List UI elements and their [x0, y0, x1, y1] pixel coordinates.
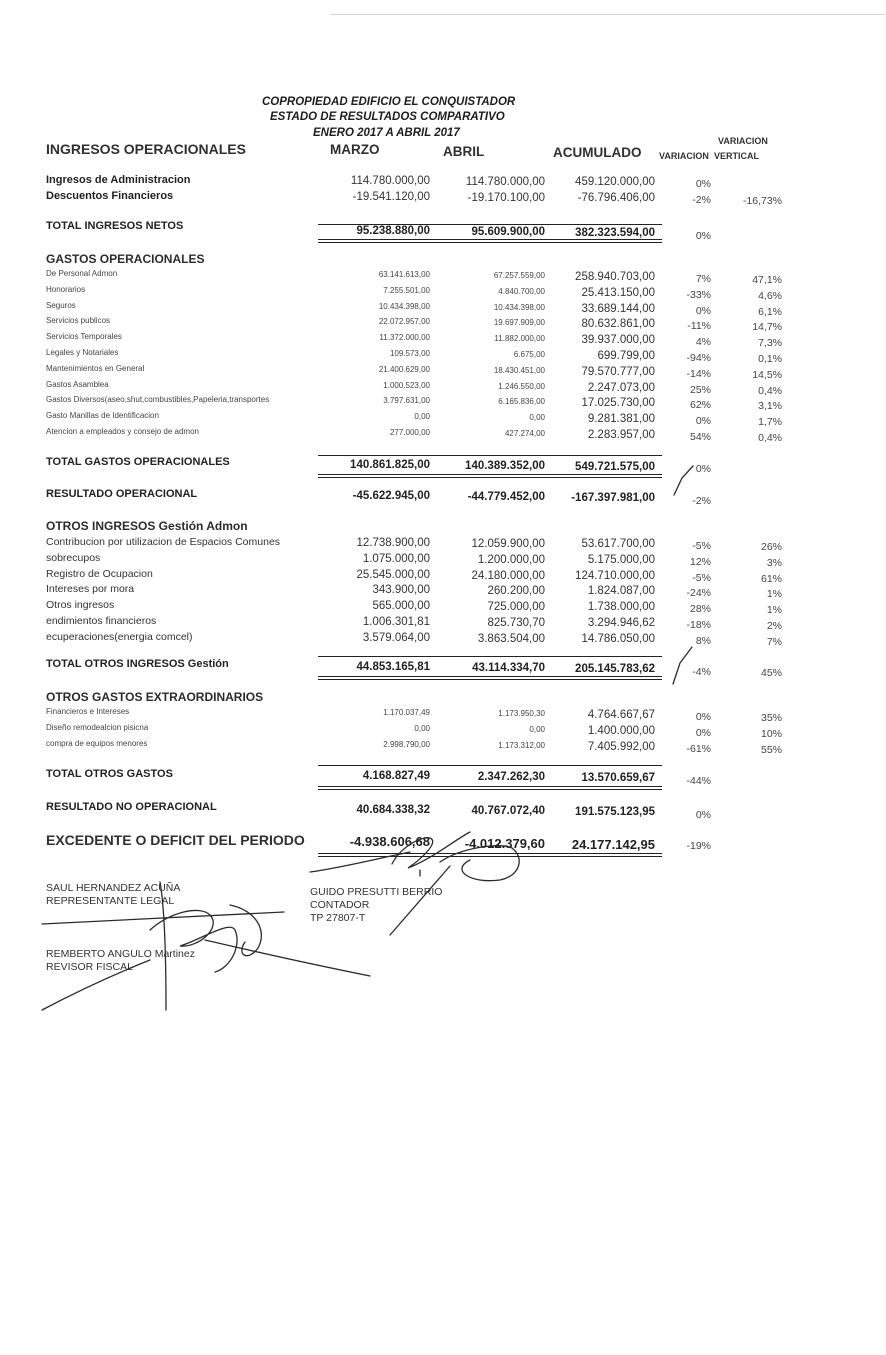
- ingreso-row-label: Ingresos de Administracion: [46, 174, 191, 186]
- otro-ingreso-row-vertical: 3%: [766, 556, 782, 569]
- gasto-row-label: Servicios publicos: [46, 316, 111, 326]
- total-otros-ingresos-variacion: -4%: [692, 666, 711, 678]
- total-gastos-marzo: 140.861.825,00: [350, 459, 430, 471]
- otro-ingreso-row-acumulado: 53.617.700,00: [581, 538, 655, 550]
- gasto-row-vertical: 47,1%: [752, 274, 782, 286]
- column-acumulado: ACUMULADO: [553, 145, 642, 160]
- gasto-row-abril: 10.434.398,00: [493, 302, 545, 312]
- column-variacion-vertical-bottom: VERTICAL: [714, 151, 759, 161]
- excedente-variacion: -19%: [686, 840, 711, 852]
- otro-ingreso-row-marzo: 343.900,00: [372, 584, 430, 597]
- otro-gasto-row-label: Diseño remodealcion pisicna: [46, 723, 149, 732]
- otro-gasto-row-abril: 1.173.950,30: [498, 709, 545, 718]
- double-rule-otros-ingresos: [318, 676, 662, 680]
- gasto-row-marzo: 0,00: [414, 412, 430, 422]
- ingreso-row-abril: 114.780.000,00: [465, 176, 545, 188]
- gasto-row-acumulado: 17.025.730,00: [581, 397, 655, 410]
- gasto-row-vertical: 1,7%: [758, 416, 782, 429]
- otro-ingreso-row-label: endimientos financieros: [46, 615, 157, 627]
- gasto-row-variacion: -11%: [687, 320, 711, 333]
- gasto-row-variacion: -33%: [686, 288, 711, 301]
- contador-signature-tail: [390, 866, 450, 935]
- total-otros-gastos-acumulado: 13.570.659,67: [581, 772, 655, 784]
- otro-ingreso-row-marzo: 1.075.000,00: [362, 552, 430, 565]
- excedente-label: EXCEDENTE O DEFICIT DEL PERIODO: [46, 832, 305, 848]
- resultado-operacional-abril: -44.779.452,00: [467, 491, 545, 503]
- ingreso-row-variacion: 0%: [695, 178, 711, 190]
- gasto-row-vertical: 0,4%: [758, 384, 782, 397]
- otro-gasto-row-vertical: 10%: [760, 728, 782, 740]
- report-period: ENERO 2017 A ABRIL 2017: [313, 127, 460, 139]
- gasto-row-label: Seguros: [46, 300, 76, 310]
- double-rule-ingresos: [318, 239, 662, 243]
- otro-gasto-row-vertical: 35%: [760, 712, 782, 724]
- gasto-row-marzo: 277.000,00: [389, 428, 430, 437]
- gasto-row-abril: 6.675,00: [513, 350, 545, 359]
- rule-otros-ingresos: [318, 656, 662, 657]
- otro-ingreso-row-vertical: 61%: [760, 572, 782, 585]
- resultado-no-operacional-label: RESULTADO NO OPERACIONAL: [46, 801, 217, 813]
- scan-edge-line: [330, 14, 886, 15]
- otro-ingreso-row-acumulado: 124.710.000,00: [575, 569, 655, 582]
- gasto-row-label: De Personal Admon: [46, 269, 118, 278]
- excedente-marzo: -4.938.606,68: [349, 834, 430, 849]
- ingreso-row-variacion: -2%: [692, 194, 711, 206]
- otro-ingreso-row-vertical: 2%: [766, 620, 782, 632]
- section-ingresos-operacionales: INGRESOS OPERACIONALES: [46, 141, 246, 157]
- otro-ingreso-row-abril: 24.180.000,00: [471, 569, 545, 582]
- gasto-row-abril: 0,00: [529, 413, 545, 423]
- otro-gasto-row-abril: 0,00: [529, 725, 545, 734]
- gasto-row-acumulado: 2.247.073,00: [587, 381, 655, 394]
- total-otros-gastos-abril: 2.347.262,30: [477, 771, 545, 783]
- ingreso-row-abril: -19.170.100,00: [467, 192, 545, 204]
- gasto-row-marzo: 1.000.523,00: [383, 380, 430, 390]
- resultado-no-operacional-variacion: 0%: [695, 809, 711, 821]
- column-variacion-vertical-top: VARIACION: [718, 136, 768, 146]
- gasto-row-abril: 4.840.700,00: [498, 286, 545, 296]
- gasto-row-variacion: -14%: [686, 367, 711, 380]
- gasto-row-vertical: 6,1%: [758, 305, 782, 318]
- gasto-row-abril: 67.257.559,00: [493, 271, 545, 280]
- total-ingresos-abril: 95.609.900,00: [471, 226, 545, 238]
- otro-gasto-row-acumulado: 7.405.992,00: [587, 741, 655, 753]
- otro-ingreso-row-abril: 12.059.900,00: [471, 538, 545, 550]
- revisor-role: REVISOR FISCAL: [46, 961, 133, 973]
- otro-gasto-row-abril: 1.173.312,00: [498, 741, 545, 750]
- representante-name: SAUL HERNANDEZ ACUÑA: [46, 882, 181, 894]
- gasto-row-acumulado: 80.632.861,00: [581, 318, 655, 331]
- otro-ingreso-row-vertical: 26%: [760, 541, 782, 553]
- otro-ingreso-row-label: Contribucion por utilizacion de Espacios Comunes: [46, 536, 281, 548]
- otro-ingreso-row-label: Otros ingresos: [46, 599, 115, 612]
- ingreso-row-acumulado: -76.796.406,00: [577, 192, 655, 204]
- otro-ingreso-row-vertical: 7%: [766, 635, 782, 648]
- gasto-row-variacion: 4%: [695, 336, 711, 349]
- resultado-no-operacional-abril: 40.767.072,40: [471, 805, 545, 817]
- gasto-row-variacion: 25%: [689, 383, 711, 396]
- gasto-row-acumulado: 79.570.777,00: [581, 365, 655, 378]
- otro-ingreso-row-variacion: -5%: [692, 571, 711, 584]
- gasto-row-label: Gastos Asamblea: [46, 379, 109, 389]
- representante-role: REPRESENTANTE LEGAL: [46, 895, 175, 907]
- resultado-operacional-acumulado: -167.397.981,00: [571, 492, 655, 504]
- gasto-row-marzo: 21.400.629,00: [378, 364, 430, 374]
- total-gastos-variacion: 0%: [695, 463, 711, 475]
- gasto-row-acumulado: 699.799,00: [597, 350, 655, 362]
- ingreso-row-acumulado: 459.120.000,00: [575, 176, 655, 188]
- otro-ingreso-row-variacion: -24%: [686, 587, 711, 600]
- total-ingresos-label: TOTAL INGRESOS NETOS: [46, 220, 184, 232]
- total-otros-ingresos-abril: 43.114.334,70: [472, 662, 545, 674]
- otro-ingreso-row-abril: 3.863.504,00: [477, 632, 545, 645]
- otro-gasto-row-variacion: -61%: [686, 743, 711, 755]
- otro-ingreso-row-acumulado: 3.294.946,62: [587, 617, 655, 629]
- otro-ingreso-row-label: Intereses por mora: [46, 583, 135, 596]
- gasto-row-vertical: 0,1%: [758, 353, 782, 365]
- total-gastos-label: TOTAL GASTOS OPERACIONALES: [46, 456, 230, 468]
- total-ingresos-acumulado: 382.323.594,00: [575, 227, 655, 239]
- gasto-row-label: Gasto Manillas de Identificacion: [46, 411, 159, 421]
- total-gastos-acumulado: 549.721.575,00: [575, 461, 655, 473]
- otro-ingreso-row-marzo: 1.006.301,81: [362, 616, 430, 628]
- gasto-row-vertical: 7,3%: [758, 337, 782, 350]
- gasto-row-variacion: 7%: [695, 273, 711, 285]
- otro-ingreso-row-abril: 725.000,00: [487, 601, 545, 614]
- resultado-operacional-variacion: -2%: [692, 495, 711, 507]
- gasto-row-vertical: 0,4%: [758, 432, 782, 444]
- otro-gasto-row-marzo: 0,00: [414, 724, 430, 733]
- gasto-row-abril: 427.274,00: [504, 429, 545, 438]
- gasto-row-marzo: 22.072.957,00: [378, 317, 430, 327]
- gasto-row-marzo: 11.372.000,00: [379, 333, 430, 343]
- otro-gasto-row-acumulado: 4.764.667,67: [587, 709, 655, 721]
- gasto-row-variacion: 62%: [689, 399, 711, 412]
- otro-ingreso-row-abril: 260.200,00: [487, 585, 545, 598]
- column-abril: ABRIL: [443, 144, 485, 159]
- otro-gasto-row-label: Financieros e Intereses: [46, 707, 130, 716]
- gasto-row-acumulado: 25.413.150,00: [581, 286, 655, 299]
- gasto-row-vertical: 14,5%: [752, 368, 782, 381]
- gasto-row-label: Honorarios: [46, 284, 86, 294]
- otro-ingreso-row-abril: 1.200.000,00: [477, 553, 545, 566]
- gasto-row-acumulado: 258.940.703,00: [575, 271, 655, 283]
- total-ingresos-marzo: 95.238.880,00: [356, 225, 430, 237]
- otro-ingreso-row-variacion: 28%: [689, 603, 711, 616]
- company-name: COPROPIEDAD EDIFICIO EL CONQUISTADOR: [262, 96, 516, 108]
- gasto-row-abril: 19.697.909,00: [493, 318, 545, 328]
- resultado-operacional-label: RESULTADO OPERACIONAL: [46, 488, 198, 500]
- otro-gasto-row-marzo: 1.170.037,49: [383, 708, 430, 717]
- gasto-row-variacion: 54%: [689, 431, 711, 443]
- gasto-row-variacion: -94%: [686, 352, 711, 364]
- total-otros-gastos-marzo: 4.168.827,49: [362, 770, 430, 782]
- gasto-row-acumulado: 39.937.000,00: [581, 334, 655, 347]
- otro-ingreso-row-label: sobrecupos: [46, 551, 101, 564]
- rule-gastos: [318, 455, 662, 456]
- otro-ingreso-row-variacion: 12%: [689, 555, 711, 568]
- otro-ingreso-row-variacion: -5%: [692, 540, 711, 552]
- otro-ingreso-row-acumulado: 1.738.000,00: [587, 601, 655, 614]
- gasto-row-marzo: 109.573,00: [389, 349, 430, 358]
- gasto-row-abril: 1.246.550,00: [498, 381, 545, 391]
- otro-ingreso-row-label: ecuperaciones(energia comcel): [46, 630, 193, 643]
- total-otros-gastos-variacion: -44%: [686, 775, 711, 787]
- otro-gasto-row-label: compra de equipos menores: [46, 739, 148, 748]
- otro-ingreso-row-marzo: 12.738.900,00: [356, 537, 430, 549]
- double-rule-excedente: [318, 853, 662, 857]
- double-rule-otros-gastos: [318, 786, 662, 790]
- gasto-row-vertical: 3,1%: [758, 400, 782, 413]
- total-gastos-abril: 140.389.352,00: [465, 460, 545, 472]
- otro-ingreso-row-variacion: -18%: [686, 619, 711, 631]
- gasto-row-marzo: 10.434.398,00: [378, 301, 430, 311]
- otro-ingreso-row-acumulado: 1.824.087,00: [587, 585, 655, 598]
- otro-gasto-row-acumulado: 1.400.000,00: [587, 725, 655, 737]
- ingreso-row-marzo: -19.541.120,00: [352, 191, 430, 203]
- section-gastos-operacionales: GASTOS OPERACIONALES: [46, 252, 205, 266]
- excedente-abril: -4.012.379,60: [464, 836, 545, 851]
- gasto-row-label: Legales y Notariales: [46, 348, 119, 357]
- otro-ingreso-row-label: Registro de Ocupacion: [46, 567, 153, 580]
- gasto-row-acumulado: 33.689.144,00: [581, 302, 655, 315]
- otro-ingreso-row-acumulado: 14.786.050,00: [581, 632, 655, 645]
- gasto-row-abril: 6.165.836,00: [498, 397, 545, 407]
- gasto-row-label: Gastos Diversos(aseo,shut,combustibles,Papeleria,transportes: [46, 395, 270, 405]
- column-variacion: VARIACION: [659, 151, 709, 161]
- contador-tp: TP 27807-T: [310, 912, 366, 924]
- rule-otros-gastos: [318, 765, 662, 766]
- section-otros-ingresos: OTROS INGRESOS Gestión Admon: [46, 519, 248, 533]
- contador-role: CONTADOR: [310, 899, 370, 911]
- double-rule-gastos: [318, 474, 662, 478]
- gasto-row-acumulado: 2.283.957,00: [587, 429, 655, 441]
- ingreso-row-vertical: -16,73%: [742, 195, 782, 207]
- gasto-row-vertical: 14,7%: [752, 321, 782, 334]
- gasto-row-vertical: 4,6%: [758, 289, 782, 302]
- excedente-acumulado: 24.177.142,95: [571, 837, 655, 852]
- otro-ingreso-row-vertical: 1%: [766, 604, 782, 617]
- gasto-row-label: Servicios Temporales: [46, 332, 122, 342]
- resultado-operacional-marzo: -45.622.945,00: [352, 490, 430, 502]
- total-ingresos-variacion: 0%: [695, 230, 711, 242]
- otro-ingreso-row-marzo: 25.545.000,00: [356, 568, 430, 581]
- ingreso-row-label: Descuentos Financieros: [46, 190, 174, 202]
- gasto-row-variacion: 0%: [695, 304, 711, 317]
- resultado-no-operacional-acumulado: 191.575.123,95: [575, 806, 655, 818]
- total-otros-ingresos-vertical: 45%: [760, 667, 782, 679]
- revisor-name: REMBERTO ANGULO Martinez: [46, 948, 195, 960]
- otro-ingreso-row-marzo: 565.000,00: [372, 600, 430, 613]
- gasto-row-abril: 18.430.451,00: [493, 365, 545, 375]
- total-otros-gastos-label: TOTAL OTROS GASTOS: [46, 768, 173, 780]
- otro-ingreso-row-marzo: 3.579.064,00: [362, 631, 430, 644]
- total-otros-ingresos-marzo: 44.853.165,81: [356, 661, 430, 673]
- gasto-row-label: Mantenimientos en General: [46, 363, 145, 373]
- otro-gasto-row-variacion: 0%: [695, 711, 711, 723]
- gasto-row-marzo: 3.797.631,00: [383, 396, 430, 406]
- section-otros-gastos: OTROS GASTOS EXTRAORDINARIOS: [46, 690, 264, 704]
- total-otros-ingresos-acumulado: 205.145.783,62: [575, 663, 655, 675]
- otro-gasto-row-marzo: 2.998.790,00: [383, 740, 430, 749]
- total-otros-ingresos-label: TOTAL OTROS INGRESOS Gestión: [46, 658, 229, 670]
- gasto-row-abril: 11.882.000,00: [494, 334, 545, 344]
- otro-gasto-row-vertical: 55%: [760, 744, 782, 756]
- column-marzo: MARZO: [330, 142, 380, 157]
- report-title: ESTADO DE RESULTADOS COMPARATIVO: [270, 111, 505, 123]
- contador-name: GUIDO PRESUTTI BERRIO: [310, 886, 443, 898]
- otro-ingreso-row-abril: 825.730,70: [487, 617, 545, 629]
- gasto-row-marzo: 63.141.613,00: [378, 270, 430, 279]
- otro-gasto-row-variacion: 0%: [695, 727, 711, 739]
- otro-ingreso-row-acumulado: 5.175.000,00: [587, 553, 655, 566]
- ingreso-row-marzo: 114.780.000,00: [350, 175, 430, 187]
- otro-ingreso-row-vertical: 1%: [766, 588, 782, 601]
- otro-ingreso-row-variacion: 8%: [695, 634, 711, 647]
- gasto-row-label: Atencion a empleados y consejo de admon: [46, 427, 199, 436]
- resultado-no-operacional-marzo: 40.684.338,32: [356, 804, 430, 816]
- gasto-row-acumulado: 9.281.381,00: [587, 413, 655, 426]
- gasto-row-marzo: 7.255.501,00: [383, 285, 430, 295]
- gasto-row-variacion: 0%: [695, 415, 711, 428]
